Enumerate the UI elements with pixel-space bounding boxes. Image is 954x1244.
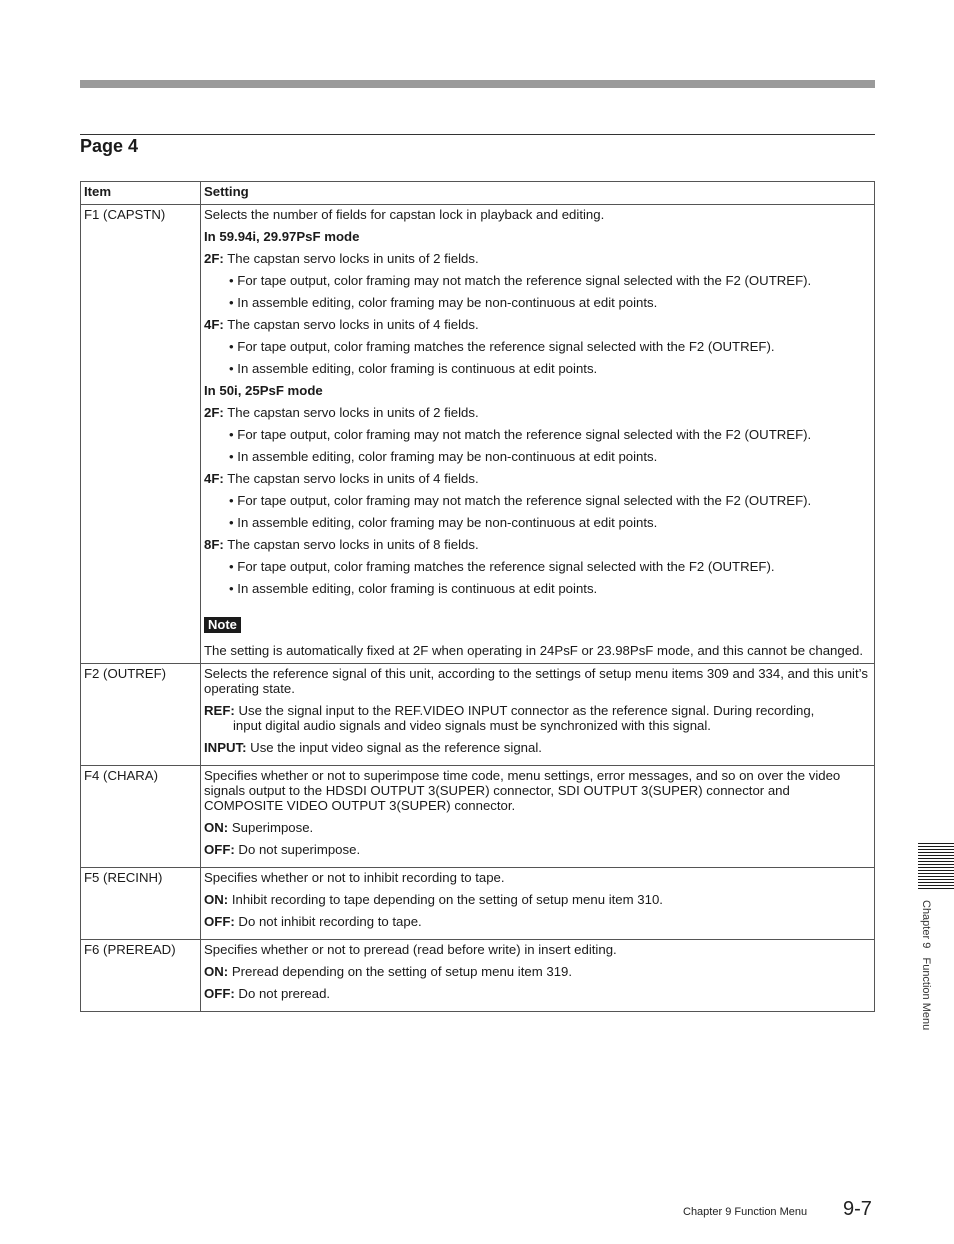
note-label: Note bbox=[204, 617, 241, 633]
option-text: Do not inhibit recording to tape. bbox=[234, 914, 422, 929]
option-key: REF: bbox=[204, 703, 235, 718]
option bbox=[204, 842, 871, 857]
option-key: OFF: bbox=[204, 986, 235, 1001]
page-title: Page 4 bbox=[80, 136, 139, 156]
option-key: ON: bbox=[204, 820, 229, 835]
bullet: • For tape output, color framing matches the reference signal selected with the F2 (OUTREF). bbox=[229, 339, 775, 354]
option-text: Inhibit recording to tape depending on the setting of setup menu item 310. bbox=[228, 892, 663, 907]
mode-heading: In 59.94i, 29.97PsF mode bbox=[204, 229, 360, 244]
option-key: 4F: bbox=[204, 471, 224, 486]
bullet: • In assemble editing, color framing is continuous at edit points. bbox=[229, 581, 598, 596]
option bbox=[204, 964, 871, 979]
table-row bbox=[81, 940, 875, 1012]
table-row bbox=[81, 766, 875, 868]
option-key: INPUT: bbox=[204, 740, 247, 755]
bullet: • In assemble editing, color framing may be non-continuous at edit points. bbox=[229, 449, 658, 464]
item-f5-recinh: F5 (RECINH) bbox=[81, 868, 201, 940]
item-f6-preread: F6 (PREREAD) bbox=[81, 940, 201, 1012]
option bbox=[204, 820, 871, 835]
description: Selects the number of fields for capstan lock in playback and editing. bbox=[204, 207, 605, 222]
side-chapter-label: Chapter 9 Function Menu bbox=[920, 900, 932, 1031]
footer-chapter-label: Chapter 9 Function Menu bbox=[683, 1206, 808, 1218]
table-row bbox=[81, 205, 875, 664]
option-key: OFF: bbox=[204, 842, 235, 857]
option-key: ON: bbox=[204, 892, 229, 907]
option-key: 2F: bbox=[204, 251, 224, 266]
option bbox=[204, 892, 871, 907]
header-bar bbox=[80, 80, 875, 88]
description: Selects the reference signal of this unit, according to the settings of setup menu items 309 and 334, and this unit’s operating state. bbox=[204, 666, 868, 696]
option-text: Superimpose. bbox=[228, 820, 314, 835]
option-text: Do not preread. bbox=[234, 986, 331, 1001]
option-text: The capstan servo locks in units of 4 fields. bbox=[223, 471, 479, 486]
column-header-setting: Setting bbox=[201, 182, 875, 205]
option bbox=[204, 405, 871, 420]
option-key: ON: bbox=[204, 964, 229, 979]
column-header-item: Item bbox=[81, 182, 201, 205]
table-row bbox=[81, 664, 875, 766]
table-row bbox=[81, 868, 875, 940]
option-continuation: input digital audio signals and video signals must be synchronized with this signal. bbox=[233, 718, 711, 733]
option bbox=[204, 317, 871, 332]
option bbox=[204, 251, 871, 266]
page-number: 9-7 bbox=[843, 1198, 872, 1220]
option bbox=[204, 986, 871, 1001]
item-f1-capstn: F1 (CAPSTN) bbox=[81, 205, 201, 664]
setting-cell bbox=[201, 205, 875, 664]
option bbox=[204, 740, 871, 755]
item-f2-outref: F2 (OUTREF) bbox=[81, 664, 201, 766]
option-text: The capstan servo locks in units of 4 fields. bbox=[223, 317, 479, 332]
bullet: • For tape output, color framing may not match the reference signal selected with the F2 (OUTREF). bbox=[229, 493, 812, 508]
description: Specifies whether or not to inhibit recording to tape. bbox=[204, 870, 505, 885]
setting-cell bbox=[201, 868, 875, 940]
description: Specifies whether or not to preread (read before write) in insert editing. bbox=[204, 942, 617, 957]
option-text: Use the input video signal as the reference signal. bbox=[246, 740, 542, 755]
option-key: 4F: bbox=[204, 317, 224, 332]
option-text: The capstan servo locks in units of 2 fields. bbox=[223, 251, 479, 266]
function-menu-table bbox=[80, 181, 875, 1012]
item-f4-chara: F4 (CHARA) bbox=[81, 766, 201, 868]
option bbox=[204, 914, 871, 929]
option-text: The capstan servo locks in units of 8 fields. bbox=[223, 537, 479, 552]
bullet: • For tape output, color framing may not match the reference signal selected with the F2 (OUTREF). bbox=[229, 427, 812, 442]
bullet: • For tape output, color framing may not match the reference signal selected with the F2 (OUTREF). bbox=[229, 273, 812, 288]
option-key: OFF: bbox=[204, 914, 235, 929]
table-header-row bbox=[81, 182, 875, 205]
mode-heading: In 50i, 25PsF mode bbox=[204, 383, 323, 398]
setting-cell bbox=[201, 766, 875, 868]
bullet: • In assemble editing, color framing is continuous at edit points. bbox=[229, 361, 598, 376]
option-text: Preread depending on the setting of setup menu item 319. bbox=[228, 964, 573, 979]
note-text: The setting is automatically fixed at 2F when operating in 24PsF or 23.98PsF mode, and this cannot be changed. bbox=[204, 643, 864, 658]
option bbox=[204, 703, 871, 733]
bullet: • In assemble editing, color framing may be non-continuous at edit points. bbox=[229, 515, 658, 530]
bullet: • For tape output, color framing matches the reference signal selected with the F2 (OUTREF). bbox=[229, 559, 775, 574]
heading-rule bbox=[80, 134, 875, 135]
option bbox=[204, 471, 871, 486]
setting-cell bbox=[201, 940, 875, 1012]
option-text: The capstan servo locks in units of 2 fields. bbox=[223, 405, 479, 420]
setting-cell bbox=[201, 664, 875, 766]
option-key: 8F: bbox=[204, 537, 224, 552]
description: Specifies whether or not to superimpose time code, menu settings, error messages, and so on over the video signals output to the HDSDI OUTPUT 3(SUPER) connector, SDI OUTPUT 3(SUPER) connector and COMPOSITE VIDEO OUTPUT 3(SUPER) connector. bbox=[204, 768, 841, 813]
option bbox=[204, 537, 871, 552]
bullet: • In assemble editing, color framing may be non-continuous at edit points. bbox=[229, 295, 658, 310]
option-text: Use the signal input to the REF.VIDEO INPUT connector as the reference signal. During recording, bbox=[234, 703, 815, 718]
option-key: 2F: bbox=[204, 405, 224, 420]
option-text: Do not superimpose. bbox=[234, 842, 361, 857]
chapter-index-tab bbox=[918, 843, 954, 889]
